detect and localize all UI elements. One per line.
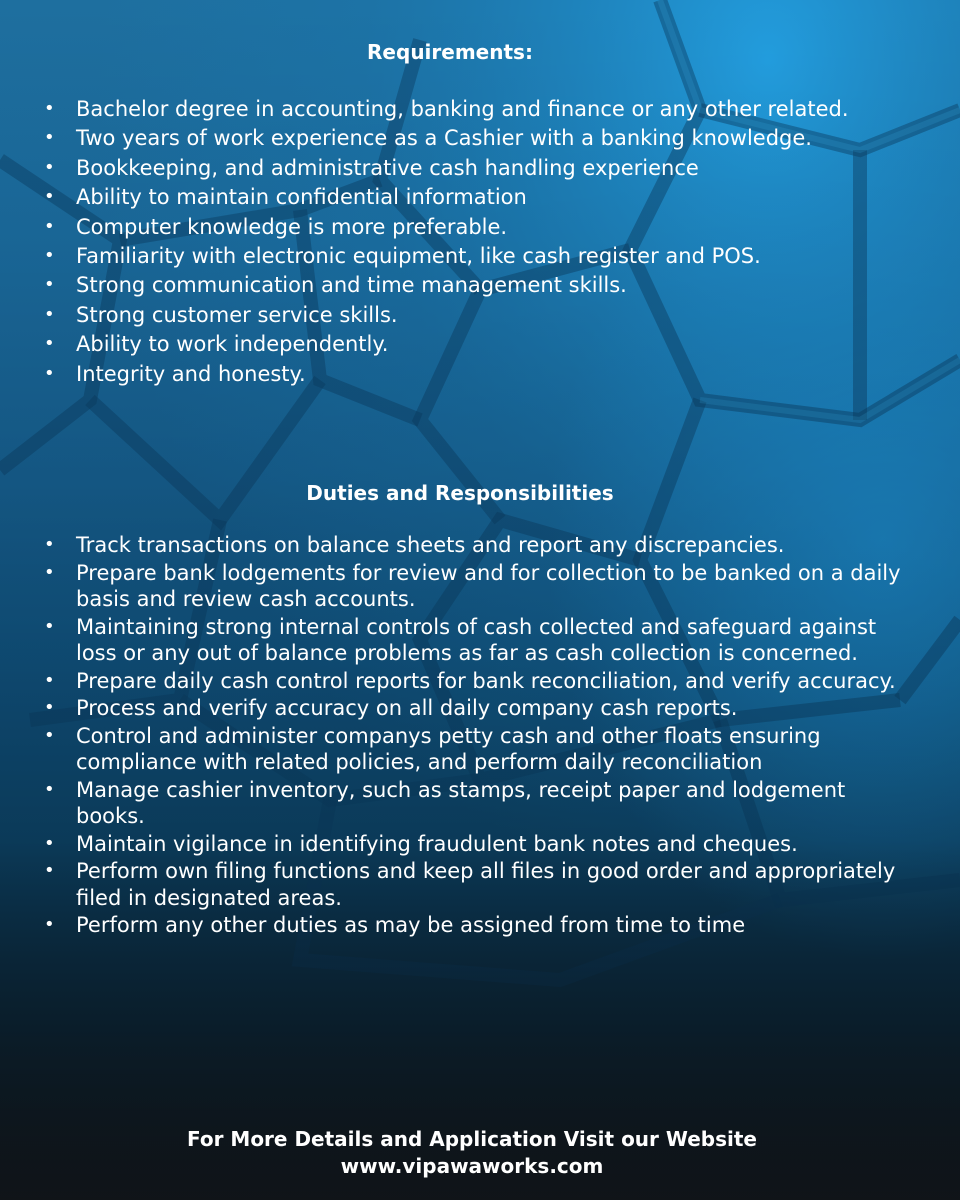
- requirement-item: [0, 96, 906, 122]
- bullet-icon: •: [44, 832, 55, 854]
- duty-item-text: Prepare bank lodgements for review and for collection to be banked on a daily basis and review cash accounts.: [76, 560, 901, 611]
- bullet-icon: •: [44, 215, 55, 237]
- duty-item: [0, 695, 906, 722]
- bullet-icon: •: [44, 669, 55, 691]
- requirement-item: [0, 155, 906, 181]
- duty-item-text: Track transactions on balance sheets and report any discrepancies.: [76, 533, 785, 557]
- bullet-icon: •: [44, 697, 55, 718]
- requirement-item: [0, 302, 906, 328]
- duties-list: [0, 532, 900, 940]
- duty-item: [0, 858, 906, 911]
- duty-item: [0, 668, 906, 695]
- duty-item: [0, 560, 906, 613]
- duty-item: [0, 614, 906, 667]
- requirement-item: [0, 125, 906, 151]
- bullet-icon: •: [44, 333, 55, 355]
- duty-item-text: Manage cashier inventory, such as stamps, receipt paper and lodgement books.: [76, 777, 846, 828]
- bullet-icon: •: [44, 615, 55, 637]
- footer-website-link[interactable]: www.vipawaworks.com: [340, 1154, 604, 1178]
- duties-heading: Duties and Responsibilities: [306, 481, 614, 505]
- duty-item: [0, 532, 906, 559]
- requirement-item: [0, 243, 906, 269]
- requirement-item-text: Bookkeeping, and administrative cash handling experience: [76, 155, 699, 180]
- bullet-icon: •: [44, 186, 55, 208]
- duty-item-text: Control and administer companys petty cash and other floats ensuring compliance with related policies, and perform daily reconciliation: [76, 723, 821, 774]
- duty-item: [0, 723, 906, 776]
- requirement-item-text: Familiarity with electronic equipment, like cash register and POS.: [76, 243, 761, 268]
- footer-cta: For More Details and Application Visit our Website: [187, 1127, 757, 1151]
- bullet-icon: •: [44, 244, 55, 266]
- bullet-icon: •: [44, 561, 55, 583]
- duty-item: [0, 831, 906, 858]
- requirement-item: [0, 214, 906, 240]
- duty-item-text: Perform any other duties as may be assigned from time to time: [76, 913, 746, 937]
- requirement-item: [0, 272, 906, 298]
- bullet-icon: •: [44, 274, 55, 296]
- requirement-item: [0, 361, 906, 387]
- requirement-item-text: Two years of work experience as a Cashier with a banking knowledge.: [76, 126, 812, 151]
- requirement-item-text: Integrity and honesty.: [76, 361, 306, 386]
- duty-item-text: Maintaining strong internal controls of cash collected and safeguard against loss or any out of balance problems as far as cash collection is concerned.: [76, 614, 877, 665]
- bullet-icon: •: [44, 362, 55, 384]
- duty-item: [0, 912, 906, 939]
- bullet-icon: •: [44, 534, 55, 555]
- duty-item-text: Perform own filing functions and keep all files in good order and appropriately filed in designated areas.: [76, 859, 896, 910]
- requirement-item-text: Strong customer service skills.: [76, 302, 398, 327]
- requirements-list: [0, 96, 900, 390]
- duty-item-text: Maintain vigilance in identifying fraudulent bank notes and cheques.: [76, 831, 798, 856]
- bullet-icon: •: [44, 778, 55, 800]
- bullet-icon: •: [44, 156, 55, 178]
- duty-item: [0, 777, 906, 830]
- requirement-item: [0, 331, 906, 357]
- requirements-heading: Requirements:: [367, 40, 533, 64]
- requirement-item-text: Strong communication and time management skills.: [76, 273, 627, 298]
- bullet-icon: •: [44, 914, 55, 935]
- requirement-item-text: Ability to maintain confidential information: [76, 185, 527, 210]
- duty-item-text: Process and verify accuracy on all daily company cash reports.: [76, 696, 738, 720]
- bullet-icon: •: [44, 860, 55, 881]
- requirement-item-text: Ability to work independently.: [76, 332, 389, 357]
- bullet-icon: •: [44, 303, 55, 325]
- bullet-icon: •: [44, 127, 55, 149]
- bullet-icon: •: [44, 724, 55, 746]
- requirement-item: [0, 184, 906, 210]
- requirement-item-text: Bachelor degree in accounting, banking and finance or any other related.: [76, 97, 849, 121]
- bullet-icon: •: [44, 98, 55, 119]
- requirement-item-text: Computer knowledge is more preferable.: [76, 214, 508, 239]
- duty-item-text: Prepare daily cash control reports for bank reconciliation, and verify accuracy.: [76, 668, 896, 693]
